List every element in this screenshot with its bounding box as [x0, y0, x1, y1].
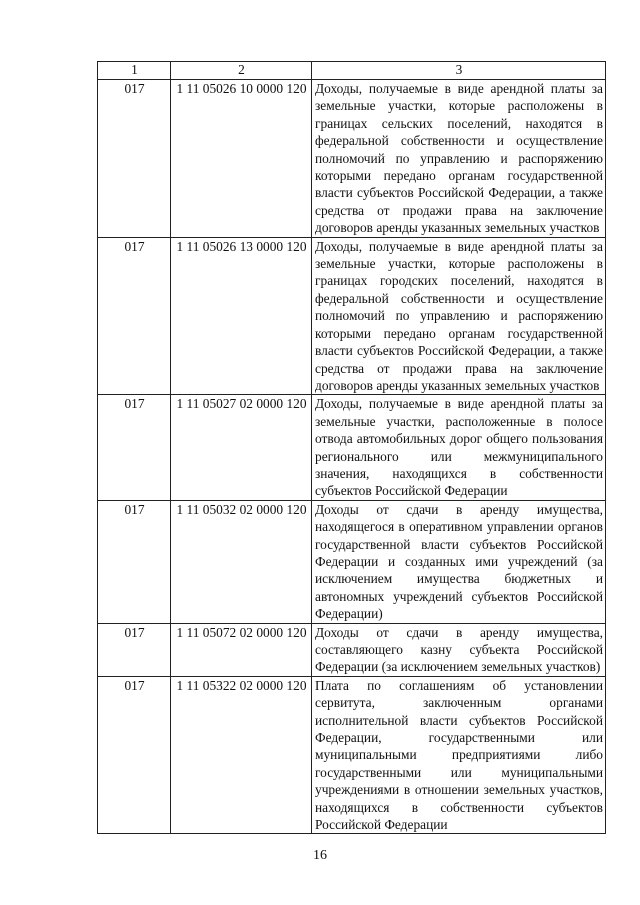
admin-code-cell: 017: [98, 237, 171, 395]
revenue-codes-table: [97, 61, 606, 834]
description-cell: Доходы от сдачи в аренду имущества, находящегося в оперативном управлении органов государственной власти субъектов Российской Федерации и созданных ими учреждений (за исключением имущества бюджетных и автономных учреждений субъектов Российской Федерации): [312, 500, 606, 623]
admin-code-cell: 017: [98, 500, 171, 623]
admin-code-cell: 017: [98, 80, 171, 238]
column-header-3: 3: [312, 62, 606, 80]
table-row: [98, 500, 606, 623]
description-cell: Доходы, получаемые в виде арендной платы за земельные участки, расположенные в полосе отвода автомобильных дорог общего пользования регионального или межмуниципального значения, находящихся в собственности субъектов Российской Федерации: [312, 395, 606, 500]
kbk-code-cell: 1 11 05027 02 0000 120: [171, 395, 312, 500]
kbk-code-cell: 1 11 05322 02 0000 120: [171, 676, 312, 834]
table-row: [98, 395, 606, 500]
description-cell: Доходы, получаемые в виде арендной платы за земельные участки, которые расположены в границах городских поселений, находятся в федеральной собственности и осуществление полномочий по управлению и распоряжению которыми передано органам государственной власти субъектов Российской Федерации, а также средства от продажи права на заключение договоров аренды указанных земельных участков: [312, 237, 606, 395]
table-row: [98, 237, 606, 395]
description-cell: Плата по соглашениям об установлении сервитута, заключенным органами исполнительной власти субъектов Российской Федерации, государственными или муниципальными предприятиями либо государственными или муниципальными учреждениями в отношении земельных участков, находящихся в собственности субъектов Российской Федерации: [312, 676, 606, 834]
kbk-code-cell: 1 11 05072 02 0000 120: [171, 623, 312, 676]
table-row: [98, 676, 606, 834]
table-header-row: [98, 62, 606, 80]
column-header-2: 2: [171, 62, 312, 80]
kbk-code-cell: 1 11 05032 02 0000 120: [171, 500, 312, 623]
kbk-code-cell: 1 11 05026 13 0000 120: [171, 237, 312, 395]
admin-code-cell: 017: [98, 623, 171, 676]
kbk-code-cell: 1 11 05026 10 0000 120: [171, 80, 312, 238]
admin-code-cell: 017: [98, 395, 171, 500]
admin-code-cell: 017: [98, 676, 171, 834]
table-row: [98, 80, 606, 238]
description-cell: Доходы, получаемые в виде арендной платы за земельные участки, которые расположены в границах сельских поселений, находятся в федеральной собственности и осуществление полномочий по управлению и распоряжению которыми передано органам государственной власти субъектов Российской Федерации, а также средства от продажи права на заключение договоров аренды указанных земельных участков: [312, 80, 606, 238]
page-number: 16: [313, 848, 327, 863]
column-header-1: 1: [98, 62, 171, 80]
description-cell: Доходы от сдачи в аренду имущества, составляющего казну субъекта Российской Федерации (за исключением земельных участков): [312, 623, 606, 676]
table-row: [98, 623, 606, 676]
